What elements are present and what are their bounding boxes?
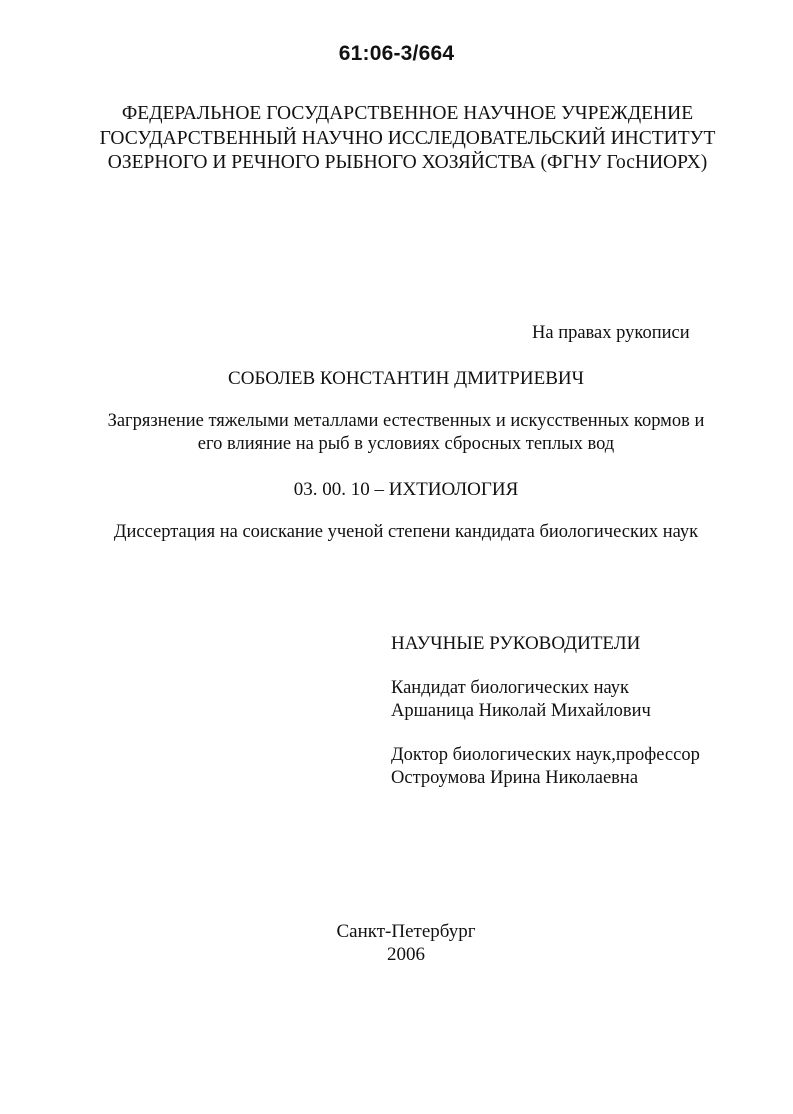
supervisor-entry <box>391 677 651 723</box>
institution-line: ГОСУДАРСТВЕННЫЙ НАУЧНО ИССЛЕДОВАТЕЛЬСКИЙ ИНСТИТУТ <box>99 127 716 149</box>
institution-name <box>0 102 793 176</box>
supervisor-name: Аршаница Николай Михайлович <box>391 701 651 721</box>
topic-line: его влияние на рыб в условиях сбросных теплых вод <box>197 434 615 454</box>
manuscript-note: На правах рукописи <box>532 323 690 343</box>
supervisor-entry <box>391 744 700 790</box>
catalog-number: 61:06-3/664 <box>338 42 455 65</box>
supervisors-heading: НАУЧНЫЕ РУКОВОДИТЕЛИ <box>391 633 641 654</box>
place-and-year <box>0 920 793 966</box>
dissertation-topic <box>0 410 793 456</box>
institution-line: ФЕДЕРАЛЬНОЕ ГОСУДАРСТВЕННОЕ НАУЧНОЕ УЧРЕЖДЕНИЕ <box>121 103 694 124</box>
year: 2006 <box>387 944 425 965</box>
author-name: СОБОЛЕВ КОНСТАНТИН ДМИТРИЕВИЧ <box>228 368 584 389</box>
supervisor-title: Кандидат биологических наук <box>391 678 630 698</box>
topic-line: Загрязнение тяжелыми металлами естественных и искусственных кормов и <box>107 411 705 431</box>
institution-line: ОЗЕРНОГО И РЕЧНОГО РЫБНОГО ХОЗЯЙСТВА (ФГНУ ГосНИОРХ) <box>107 152 708 173</box>
specialty-code: 03. 00. 10 – ИХТИОЛОГИЯ <box>293 479 519 500</box>
supervisor-title: Доктор биологических наук,профессор <box>391 745 700 765</box>
city: Санкт-Петербург <box>336 921 476 942</box>
degree-statement: Диссертация на соискание ученой степени кандидата биологических наук <box>113 522 699 542</box>
supervisor-name: Остроумова Ирина Николаевна <box>391 768 639 788</box>
